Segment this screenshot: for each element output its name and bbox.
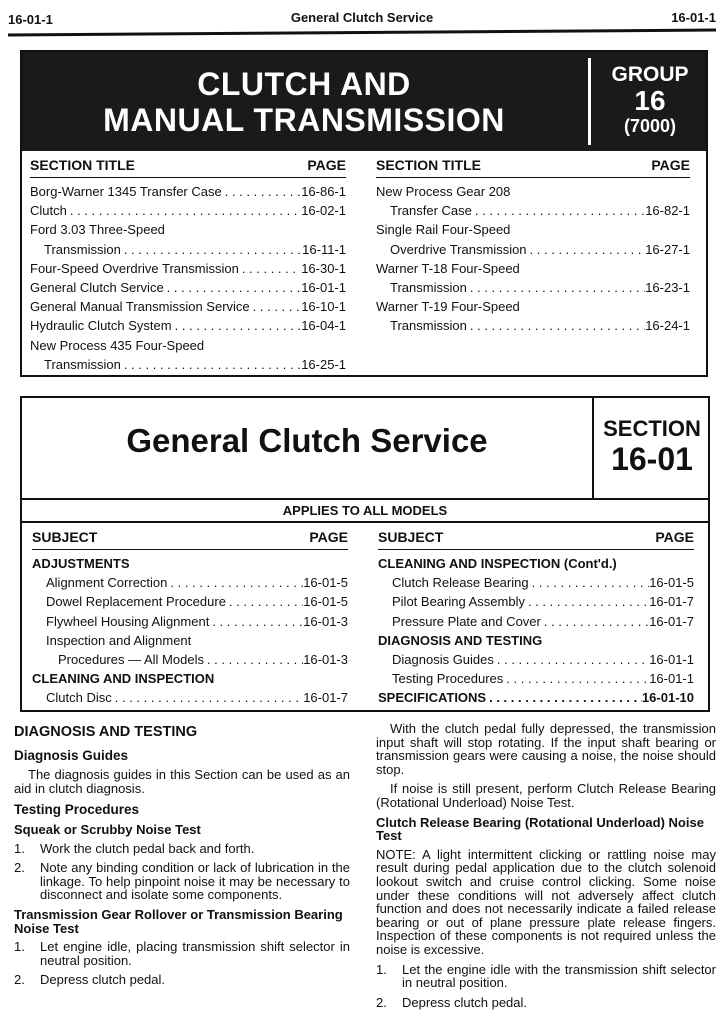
entry-page: 16-30-1 — [301, 260, 346, 276]
entry-page: 16-01-1 — [649, 671, 694, 687]
entry-title: Warner T-19 Four-Speed — [376, 299, 520, 315]
entry-page: 16-01-5 — [303, 594, 348, 610]
col-header-section: SECTION TITLE — [376, 157, 481, 173]
group-toc-right — [376, 156, 690, 336]
toc-entry[interactable] — [32, 592, 348, 611]
entry-title: New Process 435 Four-Speed — [30, 337, 205, 353]
banner-divider — [588, 58, 591, 145]
entry-title: Pressure Plate and Cover — [392, 613, 541, 629]
entry-page: 16-01-1 — [301, 280, 346, 296]
toc-entry[interactable] — [32, 650, 348, 669]
toc-entry[interactable] — [30, 316, 346, 335]
entry-title: General Clutch Service — [30, 280, 164, 296]
note-paragraph: NOTE: A light intermittent clicking or rattling noise may result during pedal application due to the clutch solenoid lookout switch and cruise control clicking. Some noise under these conditions will not adversely affect clutch function and does not necessarily indicate a failed release bearing or out of plane pressure plate release fingers. Inspection of these components is not required unless the noise is excessive. — [376, 846, 716, 957]
entry-title: Flywheel Housing Alignment — [46, 613, 210, 629]
list-item: 2. Note any binding condition or lack of lubrication in the linkage. To help pinpoint noise it may be necessary to disconnect and isolate some components. — [14, 860, 350, 903]
entry-title: Inspection and Alignment — [46, 632, 192, 648]
toc-entry[interactable] — [378, 688, 694, 707]
toc-header — [32, 528, 348, 550]
entry-title: Transmission — [390, 318, 467, 334]
toc-category — [378, 554, 694, 573]
entry-page: 16-27-1 — [645, 241, 690, 257]
entry-title: Warner T-18 Four-Speed — [376, 260, 520, 276]
squeak-steps — [14, 842, 350, 902]
toc-header — [378, 528, 694, 550]
applies-to-models: APPLIES TO ALL MODELS — [282, 503, 448, 518]
col-header-subject: SUBJECT — [32, 529, 98, 545]
entry-page: 16-10-1 — [301, 299, 346, 315]
group-number: 16 — [634, 85, 666, 116]
toc-entry[interactable] — [378, 592, 694, 611]
entry-title: Diagnosis Guides — [392, 652, 494, 668]
toc-entry — [376, 297, 690, 316]
section-label: SECTION — [603, 416, 701, 441]
toc-entry[interactable] — [376, 316, 690, 335]
toc-entry — [32, 631, 348, 650]
step-text: Work the clutch pedal back and forth. — [40, 840, 255, 856]
col-header-page: PAGE — [309, 529, 348, 545]
step-text: Let engine idle, placing transmission shift selector in neutral position. — [40, 939, 350, 968]
toc-entry — [376, 182, 690, 201]
entry-page: 16-11-1 — [302, 241, 346, 257]
toc-entry — [376, 220, 690, 239]
toc-entry[interactable] — [30, 278, 346, 297]
body-left-column — [14, 726, 350, 993]
col-header-section: SECTION TITLE — [30, 157, 135, 173]
heading-diagnosis-testing: DIAGNOSIS AND TESTING — [14, 724, 198, 740]
entry-title: Transfer Case — [390, 203, 472, 219]
entry-title: General Manual Transmission Service — [30, 299, 250, 315]
entry-title: Transmission — [390, 280, 467, 296]
entry-title: Alignment Correction — [46, 575, 168, 591]
toc-entry[interactable] — [32, 573, 348, 592]
entry-page: 16-01-5 — [649, 575, 694, 591]
toc-entry[interactable] — [30, 355, 346, 374]
entry-page: 16-01-7 — [649, 594, 694, 610]
section-number: 16-01 — [611, 441, 693, 477]
entry-page: 16-23-1 — [645, 280, 690, 296]
section-title: General Clutch Service — [126, 422, 488, 459]
entry-page: 16-01-7 — [303, 690, 348, 706]
entry-page: 16-01-1 — [649, 652, 694, 668]
heading-rollover-test: Transmission Gear Rollover or Transmission Bearing Noise Test — [14, 906, 343, 936]
toc-entry[interactable] — [30, 297, 346, 316]
entry-title: Clutch Release Bearing — [392, 575, 529, 591]
toc-entry[interactable] — [32, 688, 348, 707]
toc-entry[interactable] — [378, 573, 694, 592]
step-text: Depress clutch pedal. — [40, 972, 166, 988]
entry-page: 16-24-1 — [645, 318, 690, 334]
toc-entry[interactable] — [30, 259, 346, 278]
toc-entry[interactable] — [376, 278, 690, 297]
heading-release-bearing-test: Clutch Release Bearing (Rotational Underload) Noise Test — [376, 814, 704, 844]
entry-title: Pilot Bearing Assembly — [392, 594, 525, 610]
list-item: 2. Depress clutch pedal. — [376, 996, 716, 1010]
toc-category — [378, 631, 694, 650]
entry-title: Ford 3.03 Three-Speed — [30, 222, 165, 238]
entry-page: 16-01-5 — [303, 575, 348, 591]
entry-title: Dowel Replacement Procedure — [46, 594, 226, 610]
toc-entry — [30, 336, 346, 355]
entry-title: ADJUSTMENTS — [32, 556, 130, 571]
toc-entry — [30, 220, 346, 239]
body-right-column — [376, 722, 716, 1015]
group-banner — [22, 52, 706, 151]
entry-page: 16-01-7 — [649, 613, 694, 629]
list-item: 1. Work the clutch pedal back and forth. — [14, 842, 350, 856]
step-text: Note any binding condition or lack of lubrication in the linkage. To help pinpoint noise it may be necessary to disconnect and isolate some components. — [40, 860, 350, 903]
entry-title: Testing Procedures — [392, 671, 504, 687]
section-rule-2 — [22, 521, 708, 523]
entry-title: Four-Speed Overdrive Transmission — [30, 260, 239, 276]
toc-entry[interactable] — [376, 240, 690, 259]
group-toc-left — [30, 156, 346, 374]
entry-title: Procedures — All Models — [58, 652, 204, 668]
entry-page: 16-01-3 — [303, 613, 348, 629]
entry-title: SPECIFICATIONS — [378, 690, 487, 706]
paragraph-guides: The diagnosis guides in this Section can be used as an aid in clutch diagnosis. — [14, 767, 350, 796]
entry-page: 16-01-3 — [303, 652, 348, 668]
rollover-steps — [14, 940, 350, 987]
toc-entry[interactable] — [378, 650, 694, 669]
paragraph-still-present: If noise is still present, perform Clutch Release Bearing (Rotational Underload) Noise Test. — [376, 781, 716, 810]
section-rule — [22, 498, 708, 500]
toc-entry[interactable] — [378, 612, 694, 631]
toc-header — [376, 156, 690, 178]
page-number-right: 16-01-1 — [671, 10, 716, 25]
entry-title: Hydraulic Clutch System — [30, 318, 172, 334]
entry-title: Clutch Disc — [46, 690, 112, 706]
toc-category — [32, 669, 348, 688]
entry-title: New Process Gear 208 — [376, 184, 511, 199]
page-number-left: 16-01-1 — [8, 12, 53, 27]
entry-title: DIAGNOSIS AND TESTING — [378, 632, 543, 648]
entry-title: Overdrive Transmission — [390, 241, 527, 257]
toc-entry[interactable] — [32, 612, 348, 631]
group-number-box — [594, 64, 706, 135]
heading-testing-procedures: Testing Procedures — [14, 802, 140, 818]
entry-title: Transmission — [44, 241, 121, 257]
col-header-subject: SUBJECT — [378, 529, 444, 545]
section-number-box — [596, 418, 708, 475]
step-text: Depress clutch pedal. — [402, 994, 528, 1010]
toc-entry[interactable] — [30, 201, 346, 220]
toc-entry — [376, 259, 690, 278]
entry-page: 16-01-10 — [641, 690, 694, 706]
col-header-page: PAGE — [651, 157, 690, 173]
entry-page: 16-86-1 — [301, 184, 346, 199]
entry-title: CLEANING AND INSPECTION (Cont'd.) — [378, 556, 617, 571]
entry-title: Clutch — [30, 203, 67, 219]
entry-title: Transmission — [44, 356, 121, 372]
entry-page: 16-25-1 — [301, 356, 346, 372]
page-header — [8, 10, 716, 30]
toc-entry[interactable] — [30, 182, 346, 201]
entry-page: 16-04-1 — [301, 318, 346, 334]
group-index-box — [20, 50, 708, 377]
section-divider — [592, 398, 594, 498]
entry-title: Single Rail Four-Speed — [376, 222, 511, 238]
entry-title: Borg-Warner 1345 Transfer Case — [30, 184, 222, 199]
toc-entry[interactable] — [376, 201, 690, 220]
group-code: (7000) — [623, 116, 677, 136]
col-header-page: PAGE — [655, 529, 694, 545]
step-text: Let the engine idle with the transmission shift selector in neutral position. — [402, 961, 716, 991]
group-title-line2: MANUAL TRANSMISSION — [103, 102, 505, 138]
entry-title: CLEANING AND INSPECTION — [32, 671, 215, 687]
running-title: General Clutch Service — [290, 10, 434, 25]
list-item: 1. Let engine idle, placing transmission shift selector in neutral position. — [14, 939, 350, 968]
group-label: GROUP — [611, 63, 689, 86]
section-index-box — [20, 396, 710, 712]
entry-page: 16-02-1 — [301, 203, 346, 219]
heading-diagnosis-guides: Diagnosis Guides — [14, 747, 129, 763]
toc-header — [30, 156, 346, 178]
toc-entry[interactable] — [30, 240, 346, 259]
toc-entry[interactable] — [378, 669, 694, 688]
release-steps — [376, 963, 716, 1010]
heading-squeak-test: Squeak or Scrubby Noise Test — [14, 821, 201, 837]
paragraph-depressed: With the clutch pedal fully depressed, the transmission input shaft will stop rotating. If the input shaft bearing or transmission gears were causing a noise, the noise should stop. — [376, 721, 716, 777]
section-toc-right — [378, 528, 694, 708]
list-item: 2. Depress clutch pedal. — [14, 973, 350, 987]
toc-category — [32, 554, 348, 573]
section-toc-left — [32, 528, 348, 708]
group-title-line1: CLUTCH AND — [197, 66, 411, 102]
list-item: 1. Let the engine idle with the transmission shift selector in neutral position. — [376, 961, 716, 991]
col-header-page: PAGE — [307, 157, 346, 173]
group-title — [22, 66, 586, 138]
entry-page: 16-82-1 — [645, 203, 690, 219]
